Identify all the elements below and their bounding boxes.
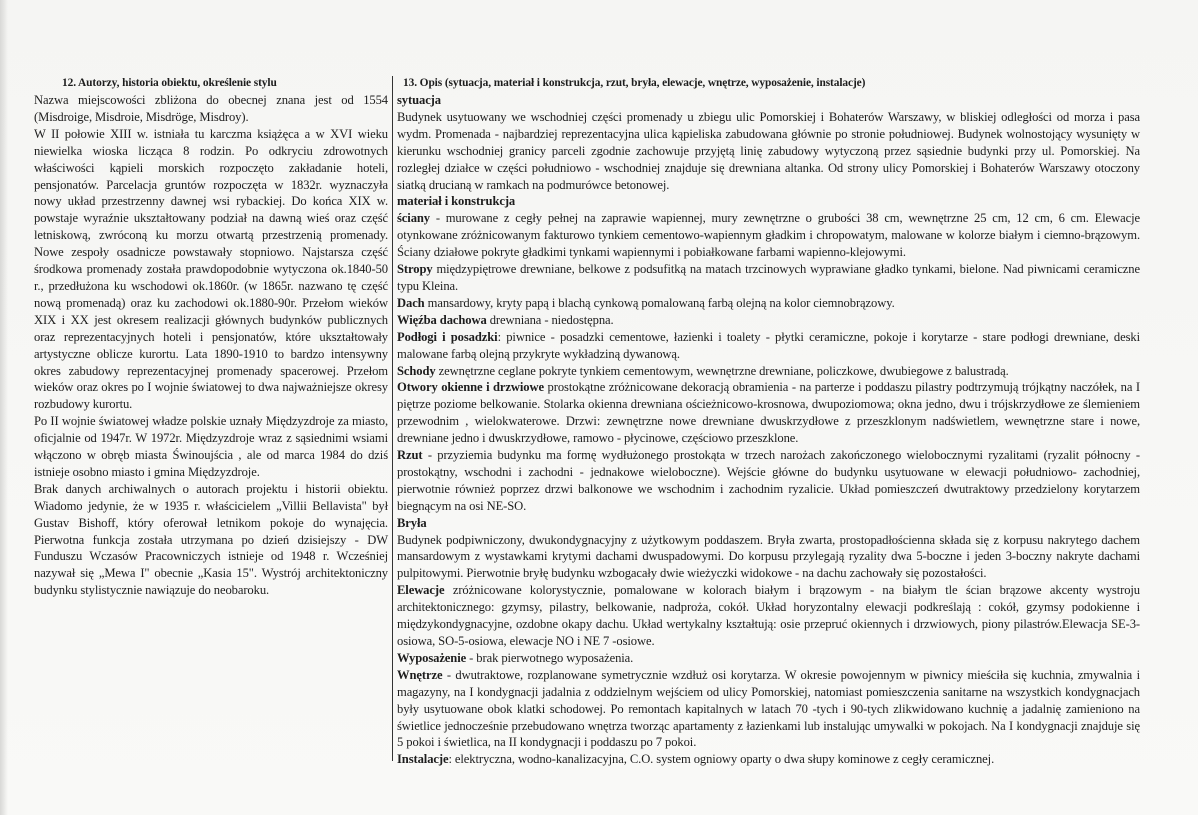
history-heading: 12. Autorzy, historia obiektu, określenie stylu <box>62 77 277 89</box>
material-text: zewnętrzne ceglane pokryte tynkiem cementowym, wewnętrzne drewniane, policzkowe, dwubiegowe z balustradą. <box>435 363 1009 378</box>
material-label: Podłogi i posadzki <box>397 329 498 344</box>
history-column <box>34 76 388 807</box>
section-title-bryla: Bryła <box>397 515 427 530</box>
wnetrze-text: - dwutraktowe, rozplanowane symetrycznie wzdłuż osi korytarza. W okresie powojennym w piwnicy mieściła się kuchnia, zmywalnia i magazyny, na I kondygnacji jadalnia z oddzielnym wejściem od ulicy Pomorskiej, natomiast pomieszczenia sanitarne na wszystkich kondygnacjach były usytuowane obok klatki schodowej. Po remontach kapitalnych w latach 70 -tych i 90-tych zlikwidowano kuchnię a jadalnię zamieniono na świetlice jednocześnie przebudowano wnętrza tworząc apartamenty z łazienkami lub instalując umywalki w pokojach. Na I kondygnacji znajduje się 5 pokoi i świetlica, na II kondygnacji i poddaszu po 7 pokoi. <box>397 667 1140 750</box>
material-text: drewniana - niedostępna. <box>486 312 614 327</box>
history-paragraph: Brak danych archiwalnych o autorach projektu i historii obiektu. Wiadomo jedynie, że w 1935 r. właścicielem „Villii Bellavista" był Gustav Bishoff, który oferował letnikom pokoje do wynajęcia. Pierwotna funkcja została utrzymana po dzień dzisiejszy - DW Funduszu Wczasów Pracowniczych istnieje od 1948 r. Wcześniej nazywał się „Mewa I" obecnie „Kasia 15". Wystrój architektoniczny budynku stylistycznie nawiązuje do neobaroku. <box>34 481 388 598</box>
section-title-material: materiał i konstrukcja <box>397 194 516 209</box>
material-text: międzypiętrowe drewniane, belkowe z podsufitką na matach trzcinowych wyprawiane gładko tynkami, bielone. Nad piwnicami ceramiczne typu Kleina. <box>397 262 1140 293</box>
material-item <box>395 295 1140 312</box>
material-label: Dach <box>397 295 425 310</box>
material-label: Stropy <box>397 262 433 277</box>
section-elewacje <box>395 582 1140 650</box>
material-text: : piwnice - posadzki cementowe, łazienki i toalety - płytki ceramiczne, pokoje i korytarze - stare podłogi drewniane, deski malowane farbą olejną przykryte wykładziną dywanową. <box>397 329 1140 361</box>
section-title-sytuacja: sytuacja <box>397 93 441 107</box>
material-item <box>395 447 1140 515</box>
material-text: - murowane z cegły pełnej na zaprawie wapiennej, mury zewnętrzne o grubości 38 cm, wewnętrzne 25 cm, 12 cm, 6 cm. Elewacje otynkowane zróżnicowanym fakturowo tynkiem cementowo-wapiennym gładkim i chropowatym, malowane w kolorze białym i ciemno-brązowym. Ściany działowe pokryte gładkimi tynkami wapiennymi i pobiałkowane farbami wapienno-klejowymi. <box>397 211 1140 260</box>
description-column <box>395 76 1140 807</box>
material-label: Schody <box>397 363 436 378</box>
material-text: - przyziemia budynku ma formę wydłużonego prostokąta w trzech narożach zakończonego wielobocznymi ryzalitami (ryzalit północny - prostokątny, wschodni i zachodni - jednakowe wieloboczne). Wejście główne do budynku usytuowane w elewacji południowo- zachodniej, pierwotnie również poprzez drzwi balkonowe we wschodnim i zachodnim ryzalicie. Układ pomieszczeń dwutraktowy przedzielony korytarzem biegnącym na osi NE-SO. <box>397 448 1140 513</box>
elewacje-text: zróżnicowane kolorystycznie, pomalowane w kolorach białym i brązowym - na białym tle ścian brązowe akcenty wystroju architektonicznego: gzymsy, pilastry, belkowanie, nadproża, cokół. Układ horyzontalny elewacji podkreślają : cokół, gzymsy podokienne i międzykondygnacyjne, ozdobne okapy dachu. Układ wertykalny kształtują: osie przepruć okiennych i drzwiowych, piony pilastrów.Elewacja SE-3-osiowa, SO-5-osiowa, elewacje NO i NE 7 -osiowe. <box>397 583 1140 648</box>
history-paragraph: Po II wojnie światowej władze polskie uznały Międzyzdroje za miasto, oficjalnie od 1947r. W 1972r. Międzyzdroje wraz z sąsiednimi wsiami włączono w obręb miasta Świnoujścia , ale od marca 1984 do dziś istnieje osobno miasto i gmina Międzyzdroje. <box>34 414 388 479</box>
material-label: Rzut <box>397 448 423 463</box>
material-label: Otwory okienne i drzwiowe <box>397 380 544 395</box>
section-wnetrze <box>395 667 1140 752</box>
material-label: Więźba dachowa <box>397 312 487 327</box>
description-heading: 13. Opis (sytuacja, materiał i konstrukcja, rzut, bryła, elewacje, wnętrze, wyposażenie, instalacje) <box>403 77 866 89</box>
section-wyposazenie <box>395 650 1140 667</box>
wyposazenie-label: Wyposażenie <box>397 650 467 665</box>
instalacje-text: : elektryczna, wodno-kanalizacyjna, C.O. system ogniowy oparty o dwa słupy kominowe z cegły ceramicznej. <box>448 752 995 767</box>
elewacje-label: Elewacje <box>397 583 445 598</box>
material-item <box>395 329 1140 363</box>
material-text: prostokątne zróżnicowane dekoracją obramienia - na parterze i poddaszu pilastry podtrzymują trójkątny naczółek, na I piętrze poziome belkowanie. Stolarka okienna drewniana ościeżnicowo-krosnowa, dwupoziomowa; okna jedno, dwu i trójskrzydłowe ze ślemieniem przewodnim , wielokwaterowe. Drzwi: zewnętrzne nowe drewniane dwuskrzydłowe z przeszklonym nadświetlem, wewnętrzne stare i nowe, drewniane jedno i dwuskrzydłowe, ramowo - płycinowe, częściowo przeszklone. <box>397 380 1140 446</box>
material-text: mansardowy, kryty papą i blachą cynkową pomalowaną farbą olejną na kolor ciemnobrązowy. <box>424 295 895 310</box>
material-item <box>395 210 1140 261</box>
instalacje-label: Instalacje <box>397 752 449 767</box>
material-item <box>395 261 1140 295</box>
history-paragraph: Nazwa miejscowości zbliżona do obecnej znana jest od 1554 (Misdroige, Misdroie, Misdröge, Misdroy). <box>34 93 388 124</box>
scan-edge <box>0 0 8 815</box>
wnetrze-label: Wnętrze <box>397 667 443 682</box>
material-item <box>395 379 1140 447</box>
material-label: ściany <box>397 211 430 226</box>
section-text-bryla: Budynek podpiwniczony, dwukondygnacyjny z użytkowym poddaszem. Bryła zwarta, prostopadłościenna składa się z korpusu nakrytego dachem mansardowym z wystawkami krytymi dachami dwuspadowymi. Do korpusu przylegają ryzality dwa 5-boczne i jeden 3-boczny nakryte dachami pulpitowymi. Pierwotnie bryłę budynku wzbogacały dwie wieżyczki widokowe - na dachu zachowały się pozostałości. <box>397 532 1140 581</box>
material-item <box>395 363 1140 380</box>
wyposazenie-text: - brak pierwotnego wyposażenia. <box>466 650 634 665</box>
material-item <box>395 312 1140 329</box>
history-paragraph: W II połowie XIII w. istniała tu karczma książęca a w XVI wieku niewielka wioska licząca 8 rodzin. Po odkryciu zdrowotnych właściwości kąpieli morskich rozpoczęto zakładanie hoteli, pensjonatów. Parcelacja gruntów rozpoczęta w 1832r. wyznaczyła nowy układ przestrzenny dawnej wsi rybackiej. Do końca XIX w. powstaje wyraźnie ukształtowany podział na dawną wieś oraz część letniskową, zwróconą ku morzu otwartą przestrzenią promenady. Nowe zespoły osadnicze powstawały stopniowo. Najstarsza część środkowa promenady została prawdopodobnie wytyczona ok.1840-50 r., przedłużona ku wschodowi ok.1860r. (w 1865r. nazwano tę część nową promenadą) oraz ku zachodowi ok.1880-90r. Przełom wieków XIX i XX jest okresem realizacji głównych budynków publicznych oraz reprezentacyjnych hoteli i pensjonatów, które ukształtowały artystyczne oblicze kurortu. Lata 1890-1910 to bardzo intensywny okres zabudowy reprezentacyjnej promenady spacerowej. Przełom wieków oraz okres po I wojnie światowej to dwa najważniejsze okresy rozbudowy kurortu. <box>34 126 388 412</box>
section-text-sytuacja: Budynek usytuowany we wschodniej części promenady u zbiegu ulic Pomorskiej i Bohaterów Warszawy, w bliskiej odległości od morza i pasa wydm. Promenada - najbardziej reprezentacyjna ulica kąpieliska zabudowana głównie po stronie południowej. Budynek wolnostojący wysunięty w kierunku wschodniej granicy parceli zgodnie zachowuje przyjętą linię zabudowy wytyczoną przez sąsiednie budynki przy ul. Pomorskiej. Na rozległej działce w części południowo - wschodniej znajduje się drewniana altanka. Od strony ulicy Pomorskiej i Bohaterów Warszawy otoczony siatką drucianą w ramkach na podmurówce betonowej. <box>397 109 1140 192</box>
section-instalacje <box>395 751 1140 768</box>
